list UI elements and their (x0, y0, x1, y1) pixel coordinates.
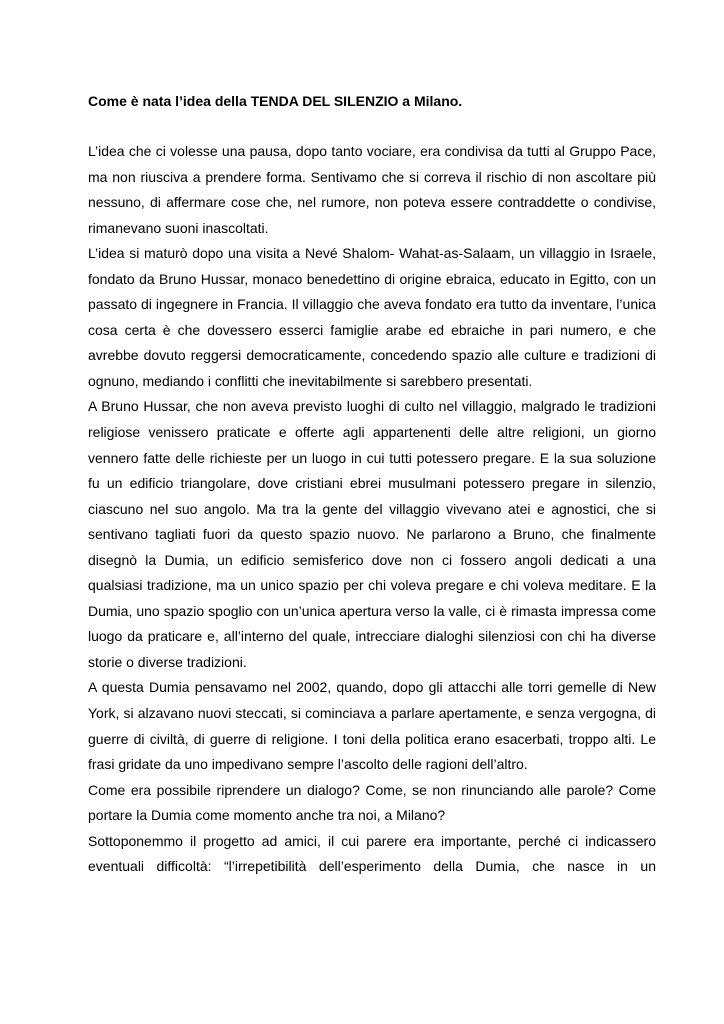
paragraph-progetto: Sottoponemmo il progetto ad amici, il cui parere era importante, perché ci indicassero eventuali difficoltà: “l’irrepetibilità dell’esperimento della Dumia, che nasce in un (88, 832, 656, 875)
document-title: Come è nata l’idea della TENDA DEL SILENZIO a Milano. (88, 93, 463, 109)
paragraph-bruno-hussar: A Bruno Hussar, che non aveva previsto luoghi di culto nel villaggio, malgrado le tradizioni religiose venissero praticate e offerte agli appartenenti delle altre religioni, un giorno vennero fatte delle richieste per un luogo in cui tutti potessero pregare. E la sua soluzione fu un edificio triangolare, dove cristiani ebrei musulmani potessero pregare in silenzio, ciascuno nel suo angolo. Ma tra la gente del villaggio vivevano atei e agnostici, che si sentivano tagliati fuori da questo spazio nuovo. Ne parlarono a Bruno, che finalmente disegnò la Dumia, un edificio semisferico dove non ci fossero angoli dedicati a una qualsiasi tradizione, ma un unico spazio per chi voleva pregare e chi voleva meditare. E la Dumia, uno spazio spoglio con un’unica apertura verso la valle, ci è rimasta impressa come luogo da praticare e, all’interno del quale, intrecciare dialoghi silenziosi con chi ha diverse storie o diverse tradizioni. (88, 398, 656, 670)
document-body (88, 139, 656, 880)
paragraph-dialogo: Come era possibile riprendere un dialogo? Come, se non rinunciando alle parole? Come portare la Dumia come momento anche tra noi, a Milano? (88, 781, 656, 824)
paragraph-gruppo-pace: L’idea che ci volesse una pausa, dopo tanto vociare, era condivisa da tutti al Gruppo Pace, ma non riusciva a prendere forma. Sentivamo che si correva il rischio di non ascoltare più nessuno, di affermare cose che, nel rumore, non poteva essere contraddette o condivise, rimanevano suoni inascoltati. (88, 143, 656, 236)
paragraph-2002: A questa Dumia pensavamo nel 2002, quando, dopo gli attacchi alle torri gemelle di New York, si alzavano nuovi steccati, si cominciava a parlare apertamente, e senza vergogna, di guerre di civiltà, di guerre di religione. I toni della politica erano esacerbati, troppo alti. Le frasi gridate da uno impedivano sempre l’ascolto delle ragioni dell’altro. (88, 679, 656, 773)
paragraph-neve-shalom: L’idea si maturò dopo una visita a Nevé Shalom- Wahat-as-Salaam, un villaggio in Israele, fondato da Bruno Hussar, monaco benedettino di origine ebraica, educato in Egitto, con un passato di ingegnere in Francia. Il villaggio che aveva fondato era tutto da inventare, l’unica cosa certa è che dovessero esserci famiglie arabe ed ebraiche in pari numero, e che avrebbe dovuto reggersi democraticamente, concedendo spazio alle culture e tradizioni di ognuno, mediando i conflitti che inevitabilmente si sarebbero presentati. (88, 245, 656, 389)
